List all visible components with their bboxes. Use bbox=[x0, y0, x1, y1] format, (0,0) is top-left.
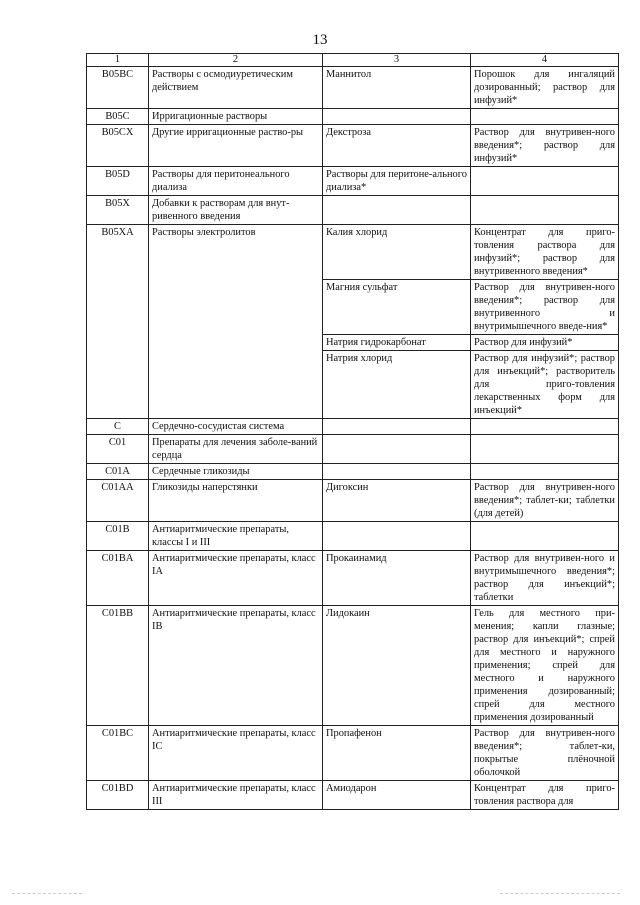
dosage-form-cell bbox=[471, 109, 619, 125]
drug-cell: Магния сульфат bbox=[323, 280, 471, 335]
group-cell: Антиаритмические препараты, класс III bbox=[149, 781, 323, 810]
table-row bbox=[87, 726, 619, 781]
group-cell: Сердечные гликозиды bbox=[149, 464, 323, 480]
atc-code-cell: C01A bbox=[87, 464, 149, 480]
drug-cell: Прокаинамид bbox=[323, 551, 471, 606]
drug-cell bbox=[323, 419, 471, 435]
medication-table bbox=[86, 53, 619, 810]
drug-cell: Калия хлорид bbox=[323, 225, 471, 280]
dosage-form-cell bbox=[471, 464, 619, 480]
atc-code-cell: B05D bbox=[87, 167, 149, 196]
dosage-form-cell bbox=[471, 167, 619, 196]
scan-artifact-line bbox=[500, 893, 620, 894]
table-row bbox=[87, 606, 619, 726]
drug-cell bbox=[323, 196, 471, 225]
drug-cell bbox=[323, 109, 471, 125]
table-row bbox=[87, 464, 619, 480]
drug-cell: Растворы для перитоне-ального диализа* bbox=[323, 167, 471, 196]
table-row bbox=[87, 109, 619, 125]
drug-cell: Маннитол bbox=[323, 67, 471, 109]
table-row bbox=[87, 435, 619, 464]
table-row bbox=[87, 167, 619, 196]
drug-cell: Декстроза bbox=[323, 125, 471, 167]
table-row bbox=[87, 125, 619, 167]
atc-code-cell: B05CX bbox=[87, 125, 149, 167]
drug-cell: Дигоксин bbox=[323, 480, 471, 522]
column-header-code: 1 bbox=[87, 54, 149, 67]
group-cell: Другие ирригационные раство-ры bbox=[149, 125, 323, 167]
drug-cell: Натрия гидрокарбонат bbox=[323, 335, 471, 351]
dosage-form-cell: Раствор для инфузий*; раствор для инъекций*; растворитель для приго-товления лекарственных форм для инъекций* bbox=[471, 351, 619, 419]
table-row bbox=[87, 196, 619, 225]
dosage-form-cell: Раствор для внутривен-ного введения*; таблет-ки; таблетки (для детей) bbox=[471, 480, 619, 522]
atc-code-cell: B05XA bbox=[87, 225, 149, 419]
drug-cell: Лидокаин bbox=[323, 606, 471, 726]
dosage-form-cell bbox=[471, 196, 619, 225]
group-cell: Ирригационные растворы bbox=[149, 109, 323, 125]
dosage-form-cell: Раствор для внутривен-ного введения*; раствор для инфузий* bbox=[471, 125, 619, 167]
table-row bbox=[87, 225, 619, 280]
group-cell: Антиаритмические препараты, классы I и III bbox=[149, 522, 323, 551]
atc-code-cell: C01BB bbox=[87, 606, 149, 726]
column-header-group: 2 bbox=[149, 54, 323, 67]
dosage-form-cell: Раствор для внутривен-ного введения*; таблет-ки, покрытые плёночной оболочкой bbox=[471, 726, 619, 781]
column-header-drug: 3 bbox=[323, 54, 471, 67]
group-cell: Антиаритмические препараты, класс IC bbox=[149, 726, 323, 781]
scan-artifact-line bbox=[12, 893, 82, 894]
group-cell: Гликозиды наперстянки bbox=[149, 480, 323, 522]
group-cell: Добавки к растворам для внут-ривенного введения bbox=[149, 196, 323, 225]
group-cell: Растворы для перитонеального диализа bbox=[149, 167, 323, 196]
column-header-forms: 4 bbox=[471, 54, 619, 67]
table-row bbox=[87, 781, 619, 810]
drug-cell bbox=[323, 464, 471, 480]
dosage-form-cell: Раствор для внутривен-ного введения*; раствор для внутривенного и внутримышечного введе-ния* bbox=[471, 280, 619, 335]
dosage-form-cell bbox=[471, 522, 619, 551]
dosage-form-cell: Раствор для инфузий* bbox=[471, 335, 619, 351]
group-cell: Растворы с осмодиуретическим действием bbox=[149, 67, 323, 109]
dosage-form-cell bbox=[471, 419, 619, 435]
atc-code-cell: C01BC bbox=[87, 726, 149, 781]
atc-code-cell: C01BA bbox=[87, 551, 149, 606]
table-row bbox=[87, 480, 619, 522]
group-cell: Антиаритмические препараты, класс IB bbox=[149, 606, 323, 726]
dosage-form-cell bbox=[471, 435, 619, 464]
atc-code-cell: B05BC bbox=[87, 67, 149, 109]
drug-cell: Натрия хлорид bbox=[323, 351, 471, 419]
atc-code-cell: C01AA bbox=[87, 480, 149, 522]
page-number: 13 bbox=[312, 32, 328, 48]
dosage-form-cell: Концентрат для приго-товления раствора для инфузий*; раствор для внутривенного введения* bbox=[471, 225, 619, 280]
atc-code-cell: C01BD bbox=[87, 781, 149, 810]
dosage-form-cell: Гель для местного при-менения; капли глазные; раствор для инъекций*; спрей для местного и наружного применения; спрей для местного и наружного применения дозированный; спрей для местного применения дозированный bbox=[471, 606, 619, 726]
group-cell: Препараты для лечения заболе-ваний сердца bbox=[149, 435, 323, 464]
group-cell: Антиаритмические препараты, класс IA bbox=[149, 551, 323, 606]
drug-cell: Амиодарон bbox=[323, 781, 471, 810]
table-row bbox=[87, 67, 619, 109]
dosage-form-cell: Порошок для ингаляций дозированный; раствор для инфузий* bbox=[471, 67, 619, 109]
dosage-form-cell: Концентрат для приго-товления раствора для bbox=[471, 781, 619, 810]
drug-cell bbox=[323, 522, 471, 551]
drug-cell: Пропафенон bbox=[323, 726, 471, 781]
table-row bbox=[87, 419, 619, 435]
table-row bbox=[87, 551, 619, 606]
dosage-form-cell: Раствор для внутривен-ного и внутримышечного введения*; раствор для инъекций*; таблетки bbox=[471, 551, 619, 606]
atc-code-cell: C01 bbox=[87, 435, 149, 464]
atc-code-cell: B05C bbox=[87, 109, 149, 125]
group-cell: Растворы электролитов bbox=[149, 225, 323, 419]
group-cell: Сердечно-сосудистая система bbox=[149, 419, 323, 435]
atc-code-cell: C01B bbox=[87, 522, 149, 551]
atc-code-cell: C bbox=[87, 419, 149, 435]
table-header-row bbox=[87, 54, 619, 67]
atc-code-cell: B05X bbox=[87, 196, 149, 225]
drug-cell bbox=[323, 435, 471, 464]
table-row bbox=[87, 522, 619, 551]
